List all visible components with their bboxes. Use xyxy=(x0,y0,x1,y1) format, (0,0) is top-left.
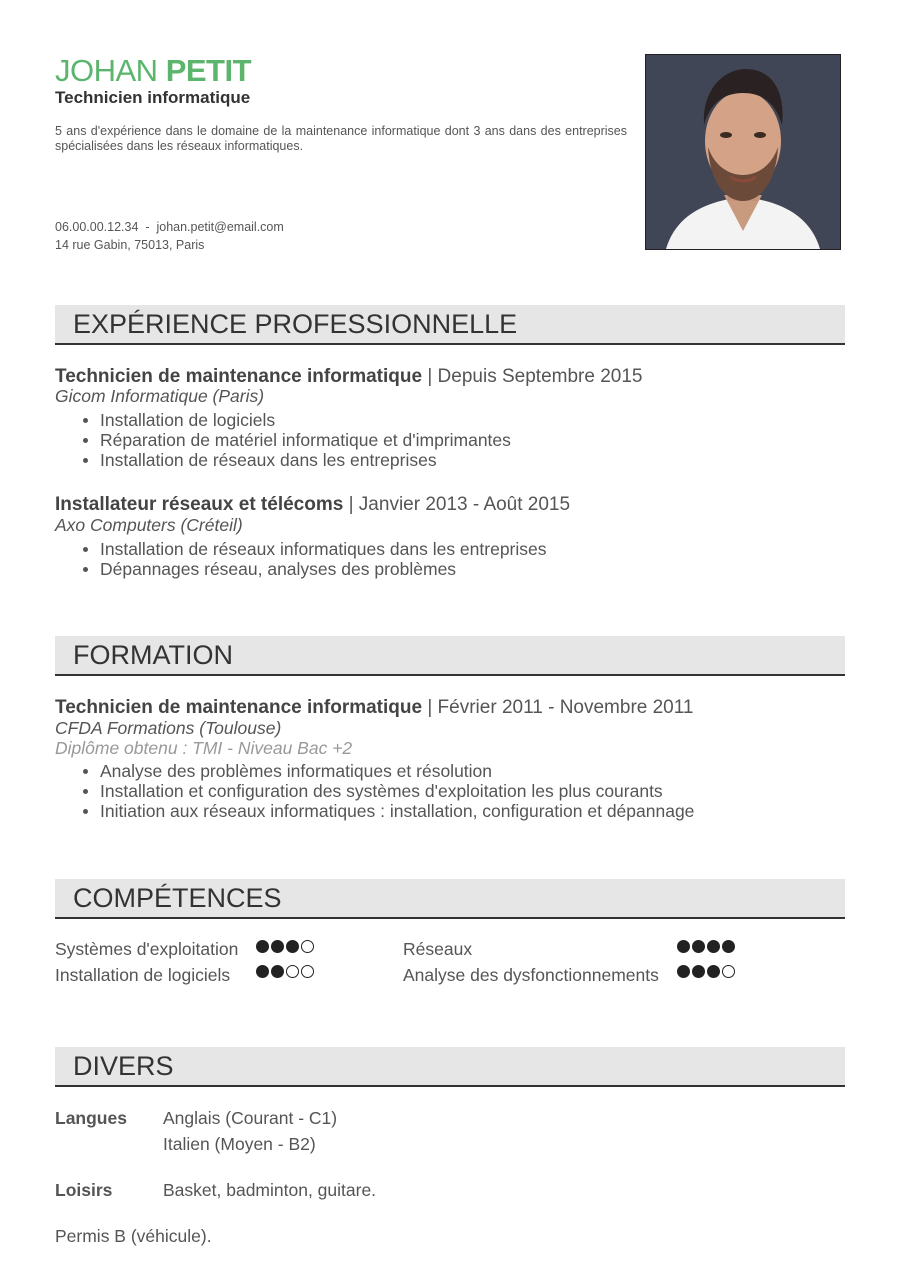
list-item: Installation de réseaux dans les entreprises xyxy=(100,450,511,470)
list-item: Installation de logiciels xyxy=(100,410,511,430)
job-period: | Janvier 2013 - Août 2015 xyxy=(343,494,571,515)
empty-dot-icon xyxy=(722,965,735,978)
filled-dot-icon xyxy=(271,940,284,953)
profile-summary: 5 ans d'expérience dans le domaine de la maintenance informatique dont 3 ans dans des entreprises spécialisées dans les réseaux informatiques. xyxy=(55,124,627,153)
job-tasks xyxy=(55,410,511,470)
empty-dot-icon xyxy=(301,940,314,953)
hobbies-label: Loisirs xyxy=(55,1180,113,1200)
section-header-skills xyxy=(55,879,845,919)
filled-dot-icon xyxy=(707,940,720,953)
address: 14 rue Gabin, 75013, Paris xyxy=(55,238,205,252)
section-header-experience xyxy=(55,305,845,345)
job-role: Technicien de maintenance informatique xyxy=(55,366,423,387)
job-role: Installateur réseaux et télécoms xyxy=(55,494,344,515)
driving-license: Permis B (véhicule). xyxy=(55,1226,212,1246)
filled-dot-icon xyxy=(271,965,284,978)
last-name: PETIT xyxy=(165,53,252,88)
filled-dot-icon xyxy=(707,965,720,978)
filled-dot-icon xyxy=(692,965,705,978)
filled-dot-icon xyxy=(722,940,735,953)
section-header-education xyxy=(55,636,845,676)
job-company: Axo Computers (Créteil) xyxy=(55,515,243,535)
languages-label: Langues xyxy=(55,1108,127,1128)
section-title: EXPÉRIENCE PROFESSIONNELLE xyxy=(73,309,518,339)
section-title: COMPÉTENCES xyxy=(73,883,282,913)
job-title: Technicien informatique xyxy=(55,88,251,107)
filled-dot-icon xyxy=(677,965,690,978)
education-diploma: Diplôme obtenu : TMI - Niveau Bac +2 xyxy=(55,738,353,758)
list-item: Installation et configuration des systèmes d'exploitation les plus courants xyxy=(100,781,694,801)
candidate-name xyxy=(55,52,251,90)
filled-dot-icon xyxy=(692,940,705,953)
empty-dot-icon xyxy=(301,965,314,978)
education-title: Technicien de maintenance informatique xyxy=(55,697,423,718)
filled-dot-icon xyxy=(286,940,299,953)
skill-label: Systèmes d'exploitation xyxy=(55,939,239,959)
job-entry-title xyxy=(55,366,642,388)
list-item: Anglais (Courant - C1) xyxy=(163,1108,338,1128)
contact-block xyxy=(55,218,284,254)
job-company: Gicom Informatique (Paris) xyxy=(55,386,265,406)
job-period: | Depuis Septembre 2015 xyxy=(422,366,643,387)
list-item: Installation de réseaux informatiques dans les entreprises xyxy=(100,539,547,559)
skill-label: Installation de logiciels xyxy=(55,965,231,985)
skill-rating xyxy=(256,965,314,978)
section-title: FORMATION xyxy=(73,640,233,670)
list-item: Italien (Moyen - B2) xyxy=(163,1134,316,1154)
list-item: Réparation de matériel informatique et d'imprimantes xyxy=(100,430,511,450)
section-header-misc xyxy=(55,1047,845,1087)
education-school: CFDA Formations (Toulouse) xyxy=(55,718,282,738)
list-item: Analyse des problèmes informatiques et résolution xyxy=(100,761,694,781)
empty-dot-icon xyxy=(286,965,299,978)
skill-rating xyxy=(677,965,735,978)
skill-label: Réseaux xyxy=(403,939,473,959)
list-item: Initiation aux réseaux informatiques : installation, configuration et dépannage xyxy=(100,801,695,821)
first-name: JOHAN xyxy=(55,53,158,88)
languages-list xyxy=(163,1105,337,1157)
education-topics xyxy=(55,761,694,821)
job-tasks xyxy=(55,539,547,579)
skill-rating xyxy=(677,940,735,953)
skill-rating xyxy=(256,940,314,953)
hobbies-value: Basket, badminton, guitare. xyxy=(163,1180,377,1200)
filled-dot-icon xyxy=(256,940,269,953)
profile-photo xyxy=(645,54,841,250)
filled-dot-icon xyxy=(256,965,269,978)
job-entry-title xyxy=(55,494,570,516)
education-entry-title xyxy=(55,697,693,719)
list-item: Dépannages réseau, analyses des problèmes xyxy=(100,559,547,579)
education-period: | Février 2011 - Novembre 2011 xyxy=(422,697,694,718)
section-title: DIVERS xyxy=(73,1051,174,1081)
skill-label: Analyse des dysfonctionnements xyxy=(403,965,659,985)
filled-dot-icon xyxy=(677,940,690,953)
contact-line: 06.00.00.12.34 - johan.petit@email.com xyxy=(55,220,284,234)
portrait-image xyxy=(646,55,840,249)
